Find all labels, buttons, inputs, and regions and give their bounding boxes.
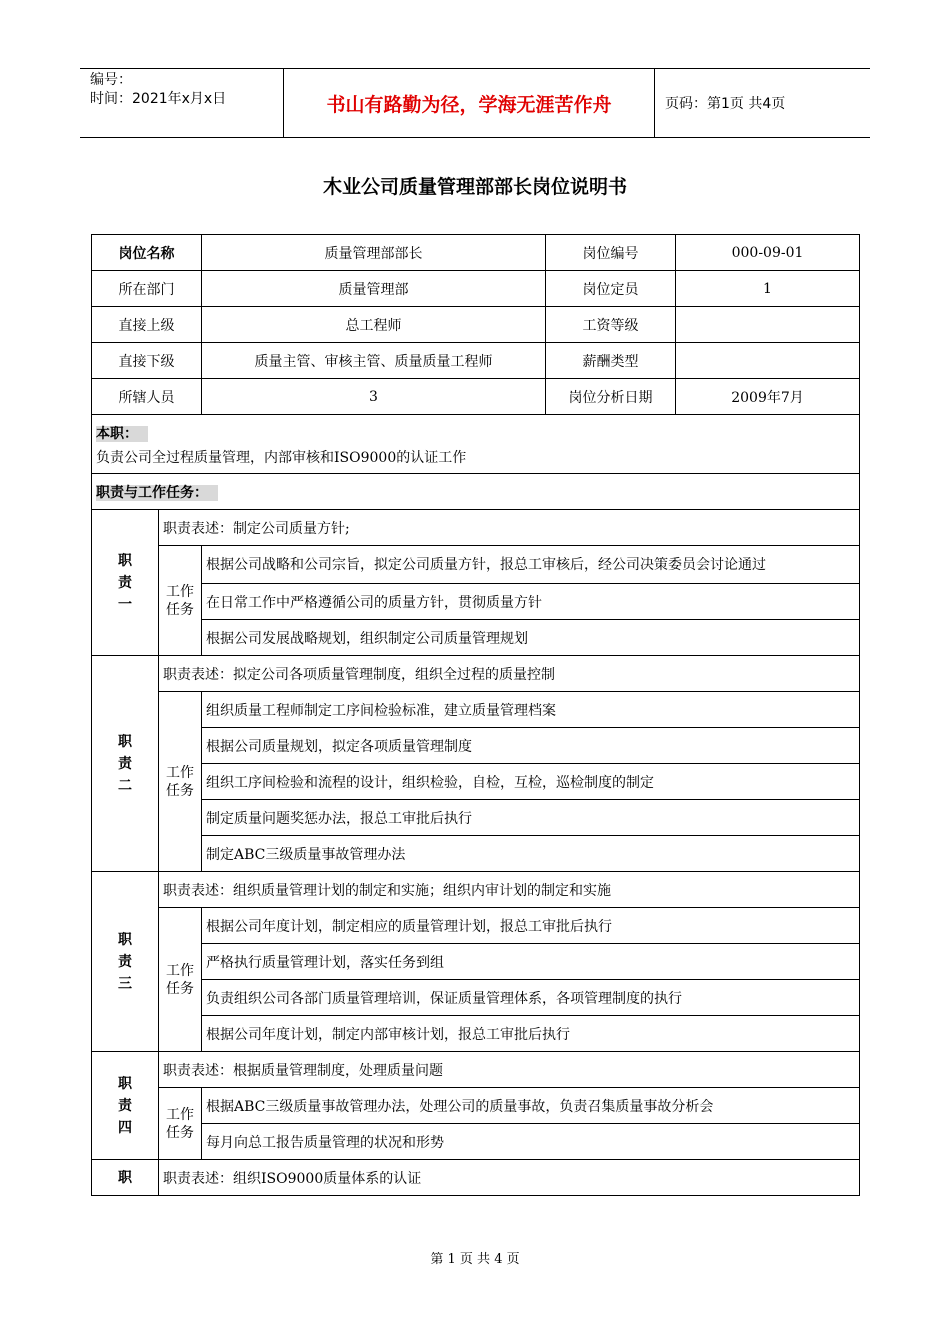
info-label: 岗位分析日期 xyxy=(546,379,676,415)
task-item: 制定ABC三级质量事故管理办法 xyxy=(202,836,860,872)
document-title: 木业公司质量管理部部长岗位说明书 xyxy=(322,176,627,198)
info-label: 所辖人员 xyxy=(92,379,202,415)
task-label: 工作 任务 xyxy=(159,692,202,872)
duty-statement-row xyxy=(92,872,860,908)
info-row xyxy=(92,379,860,415)
info-row xyxy=(92,271,860,307)
info-value: 3 xyxy=(202,379,546,415)
page-footer: 第 1 页 共 4 页 xyxy=(430,1252,520,1267)
main-duty-row xyxy=(92,415,860,474)
header-motto: 书山有路勤为径，学海无涯苦作舟 xyxy=(283,69,655,137)
task-label: 工作 任务 xyxy=(159,1088,202,1160)
info-row xyxy=(92,235,860,271)
info-value: 质量主管、审核主管、质量质量工程师 xyxy=(202,343,546,379)
duty-name: 职 责 一 xyxy=(92,510,159,656)
task-item: 组织工序间检验和流程的设计，组织检验，自检，互检，巡检制度的制定 xyxy=(202,764,860,800)
task-item: 根据公司年度计划，制定内部审核计划，报总工审批后执行 xyxy=(202,1016,860,1052)
duty-task-row xyxy=(92,1088,860,1124)
duty-task-row xyxy=(92,620,860,656)
info-label: 工资等级 xyxy=(546,307,676,343)
job-description-table xyxy=(91,234,860,1196)
duty-task-row xyxy=(92,584,860,620)
info-label: 岗位编号 xyxy=(546,235,676,271)
info-value: 2009年7月 xyxy=(676,379,860,415)
duty-task-row xyxy=(92,546,860,584)
task-item: 根据公司年度计划，制定相应的质量管理计划，报总工审批后执行 xyxy=(202,908,860,944)
duty-task-row xyxy=(92,800,860,836)
info-value xyxy=(676,343,860,379)
duty-statement-row xyxy=(92,1052,860,1088)
header-page-info: 页码：第1页 共4页 xyxy=(665,96,786,112)
task-item: 根据公司战略和公司宗旨，拟定公司质量方针，报总工审核后，经公司决策委员会讨论通过 xyxy=(202,546,860,584)
main-duty-text: 负责公司全过程质量管理，内部审核和ISO9000的认证工作 xyxy=(96,450,467,466)
task-item: 每月向总工报告质量管理的状况和形势 xyxy=(202,1124,860,1160)
info-label: 岗位定员 xyxy=(546,271,676,307)
task-label: 工作 任务 xyxy=(159,908,202,1052)
duty-task-row xyxy=(92,728,860,764)
task-label: 工作 任务 xyxy=(159,546,202,656)
duty-name: 职 责 二 xyxy=(92,656,159,872)
duty-statement-row xyxy=(92,510,860,546)
duties-label: 职责与工作任务： xyxy=(96,485,218,501)
duty-name: 职 责 四 xyxy=(92,1052,159,1160)
info-label: 直接上级 xyxy=(92,307,202,343)
duty-name: 职 xyxy=(92,1160,159,1196)
duty-statement: 职责表述：组织质量管理计划的制定和实施；组织内审计划的制定和实施 xyxy=(159,872,860,908)
header-meta xyxy=(90,71,226,109)
duty-task-row xyxy=(92,692,860,728)
task-item: 根据ABC三级质量事故管理办法，处理公司的质量事故，负责召集质量事故分析会 xyxy=(202,1088,860,1124)
info-value: 000-09-01 xyxy=(676,235,860,271)
duty-task-row xyxy=(92,944,860,980)
task-item: 严格执行质量管理计划，落实任务到组 xyxy=(202,944,860,980)
info-value xyxy=(676,307,860,343)
info-label: 直接下级 xyxy=(92,343,202,379)
info-row xyxy=(92,307,860,343)
task-item: 制定质量问题奖惩办法，报总工审批后执行 xyxy=(202,800,860,836)
duty-task-row xyxy=(92,908,860,944)
duty-statement: 职责表述：组织ISO9000质量体系的认证 xyxy=(159,1160,860,1196)
duty-statement-row xyxy=(92,1160,860,1196)
duty-task-row xyxy=(92,1124,860,1160)
info-row xyxy=(92,343,860,379)
task-item: 负责组织公司各部门质量管理培训，保证质量管理体系，各项管理制度的执行 xyxy=(202,980,860,1016)
page-header xyxy=(80,68,870,138)
task-item: 在日常工作中严格遵循公司的质量方针，贯彻质量方针 xyxy=(202,584,860,620)
duties-header-row xyxy=(92,474,860,510)
info-label: 薪酬类型 xyxy=(546,343,676,379)
code-label: 编号： xyxy=(90,72,132,88)
duty-name: 职 责 三 xyxy=(92,872,159,1052)
time-label: 时间：2021年x月x日 xyxy=(90,91,227,107)
duty-statement: 职责表述：制定公司质量方针; xyxy=(159,510,860,546)
duty-statement: 职责表述：拟定公司各项质量管理制度，组织全过程的质量控制 xyxy=(159,656,860,692)
info-value: 总工程师 xyxy=(202,307,546,343)
info-value: 质量管理部部长 xyxy=(202,235,546,271)
task-item: 根据公司质量规划，拟定各项质量管理制度 xyxy=(202,728,860,764)
info-value: 1 xyxy=(676,271,860,307)
task-item: 组织质量工程师制定工序间检验标准，建立质量管理档案 xyxy=(202,692,860,728)
duty-statement: 职责表述：根据质量管理制度，处理质量问题 xyxy=(159,1052,860,1088)
duty-task-row xyxy=(92,764,860,800)
duty-statement-row xyxy=(92,656,860,692)
duty-task-row xyxy=(92,836,860,872)
task-item: 根据公司发展战略规划，组织制定公司质量管理规划 xyxy=(202,620,860,656)
main-duty-label: 本职： xyxy=(96,426,148,442)
info-value: 质量管理部 xyxy=(202,271,546,307)
duty-task-row xyxy=(92,980,860,1016)
info-label: 岗位名称 xyxy=(92,235,202,271)
duty-task-row xyxy=(92,1016,860,1052)
info-label: 所在部门 xyxy=(92,271,202,307)
